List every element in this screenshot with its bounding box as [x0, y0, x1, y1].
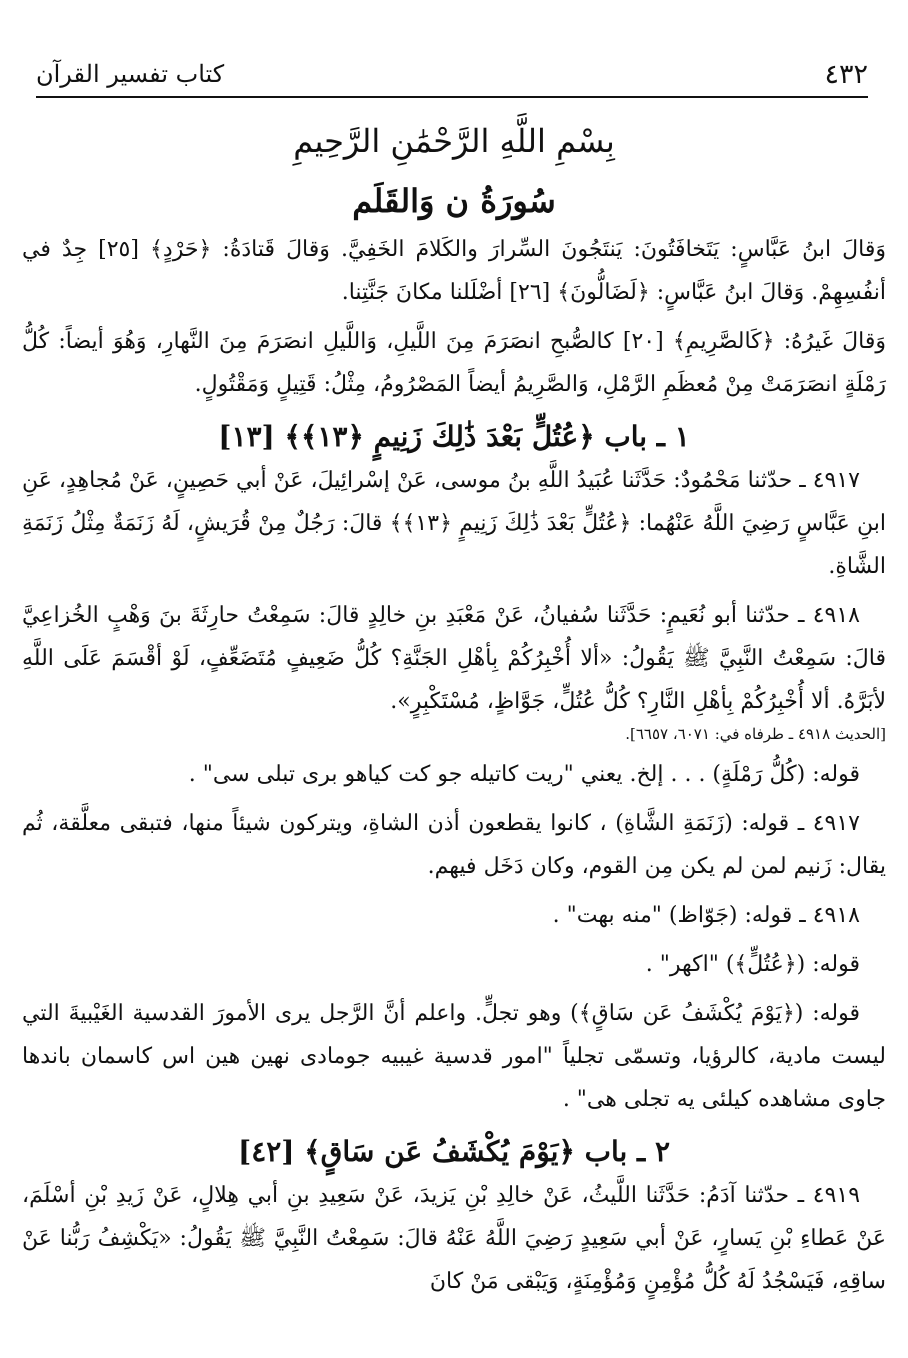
intro-paragraph: وَقالَ غَيرُهُ: ﴿كَالصَّرِيمِ﴾ [٢٠] كالصُّبحِ انصَرَمَ مِنَ اللَّيلِ، وَاللَّيلِ انصَرَمَ مِنَ النَّهارِ، وَهُوَ أيضاً: كُلُّ رَمْلَةٍ انصَرَمَتْ مِنْ مُعظَمِ الرَّمْلِ، وَالصَّرِيمُ أيضاً المَصْرُومُ، مِثْلُ: قَتِيلٍ وَمَقْتُولٍ.: [22, 329, 886, 397]
intro-paragraph: وَقالَ ابنُ عَبَّاسٍ: يَتَخافَتُونَ: يَنتَجُونَ السِّرارَ والكَلامَ الخَفِيَّ. وَقالَ قَتادَةُ: ﴿حَرْدٍ﴾ [٢٥] جِدٌ في أنفُسِهِمْ. وَقالَ ابنُ عَبَّاسٍ: ﴿لَضَالُّونَ﴾ [٢٦] أضْلَلنا مكانَ جَنَّتِنا.: [22, 237, 886, 305]
commentary-note: قوله: (﴿يَوْمَ يُكْشَفُ عَن سَاقٍ﴾) وهو تجلٍّ. واعلم أنَّ الرَّجل يرى الأمورَ القدسية الغَيْبيةَ التي ليست مادية، كالرؤيا، وتسمّى تجلياً "امور قدسية غيبيه جومادى نهين هين اس كاسمان باندها جاوى مشاهده كيلئى يه تجلى هى" .: [22, 1001, 886, 1112]
commentary-note: قوله: (﴿عُتُلٍّ﴾) "اكهر" .: [645, 952, 860, 977]
chapter-heading-1: ١ ـ باب ﴿عُتُلٍّ بَعْدَ ذَٰلِكَ زَنِيمٍ ﴿١٣﴾﴾ [١٣]: [218, 420, 690, 453]
page-number: ٤٣٢: [824, 58, 868, 90]
hadith-4918: ٤٩١٨ ـ حدّثنا أبو نُعَيمٍ: حَدَّثَنا سُفيانُ، عَنْ مَعْبَدِ بنِ خالِدٍ قالَ: سَمِعْتُ حارِثَةَ بنَ وَهْبٍ الخُزاعِيَّ قالَ: سَمِعْتُ النَّبِيَّ ﷺ يَقُولُ: «ألا أُخْبِرُكُمْ بِأهْلِ الجَنَّةِ؟ كُلُّ ضَعِيفٍ مُتَضَعِّفٍ، لَوْ أقْسَمَ عَلَى اللَّهِ لأبَرَّهُ. ألا أُخْبِرُكُمْ بِأهْلِ النَّارِ؟ كُلُّ عُتُلٍّ، جَوَّاظٍ، مُسْتَكْبِرٍ».: [22, 603, 886, 714]
chapter-heading-2: ٢ ـ باب ﴿يَوْمَ يُكْشَفُ عَن سَاقٍ﴾ [٤٢]: [237, 1135, 671, 1168]
commentary-note: ٤٩١٧ ـ قوله: (زَنَمَةِ الشَّاةِ) ، كانوا يقطعون أذن الشاةِ، ويتركون شيئاً منها، فتبقى معلَّقة، ثُم يقال: زَنيم لمن لم يكن مِن القوم، وكان دَخَل فيهم.: [22, 811, 886, 879]
hadith-4919: ٤٩١٩ ـ حدّثنا آدَمُ: حَدَّثَنا اللَّيثُ، عَنْ خالِدِ بْنِ يَزيدَ، عَنْ سَعِيدِ بنِ أبي هِلالٍ، عَنْ زَيدِ بْنِ أسْلَمَ، عَنْ عَطاءِ بْنِ يَسارٍ، عَنْ أبي سَعِيدٍ رَضِيَ اللَّهُ عَنْهُ قالَ: سَمِعْتُ النَّبِيَّ ﷺ يَقُولُ: «يَكْشِفُ رَبُّنا عَنْ ساقِهِ، فَيَسْجُدُ لَهُ كُلُّ مُؤْمِنٍ وَمُؤْمِنَةٍ، وَيَبْقى مَنْ كانَ: [22, 1183, 886, 1294]
commentary-note: ٤٩١٨ ـ قوله: (جَوّاظ) "منه بهت" .: [552, 903, 860, 928]
book-title: كتاب تفسير القرآن: [36, 60, 225, 88]
surah-title: سُورَةُ ن وَالقَلَم: [352, 182, 556, 220]
hadith-4917: ٤٩١٧ ـ حدّثنا مَحْمُودٌ: حَدَّثَنا عُبَيدُ اللَّهِ بنُ موسى، عَنْ إسْرائِيلَ، عَنْ أبي حَصِينٍ، عَنْ مُجاهِدٍ، عَنِ ابنِ عَبَّاسٍ رَضِيَ اللَّهُ عَنْهُما: ﴿عُتُلٍّ بَعْدَ ذَٰلِكَ زَنِيمٍ ﴿١٣﴾﴾ قالَ: رَجُلٌ مِنْ قُرَيشٍ، لَهُ زَنَمَةٌ مِثْلُ زَنَمَةِ الشَّاةِ.: [22, 468, 886, 579]
commentary-note: قوله: (كُلُّ رَمْلَةٍ) . . . إلخ. يعني "ريت كاتيله جو كت كياهو برى تبلى سى" .: [188, 762, 860, 787]
page-header: [36, 52, 868, 98]
hadith-reference: [الحديث ٤٩١٨ ـ طرفاه في: ٦٠٧١، ٦٦٥٧].: [625, 725, 886, 743]
basmala: بِسْمِ اللَّهِ الرَّحْمَٰنِ الرَّحِيمِ: [293, 122, 615, 160]
main-text: [22, 228, 886, 1309]
